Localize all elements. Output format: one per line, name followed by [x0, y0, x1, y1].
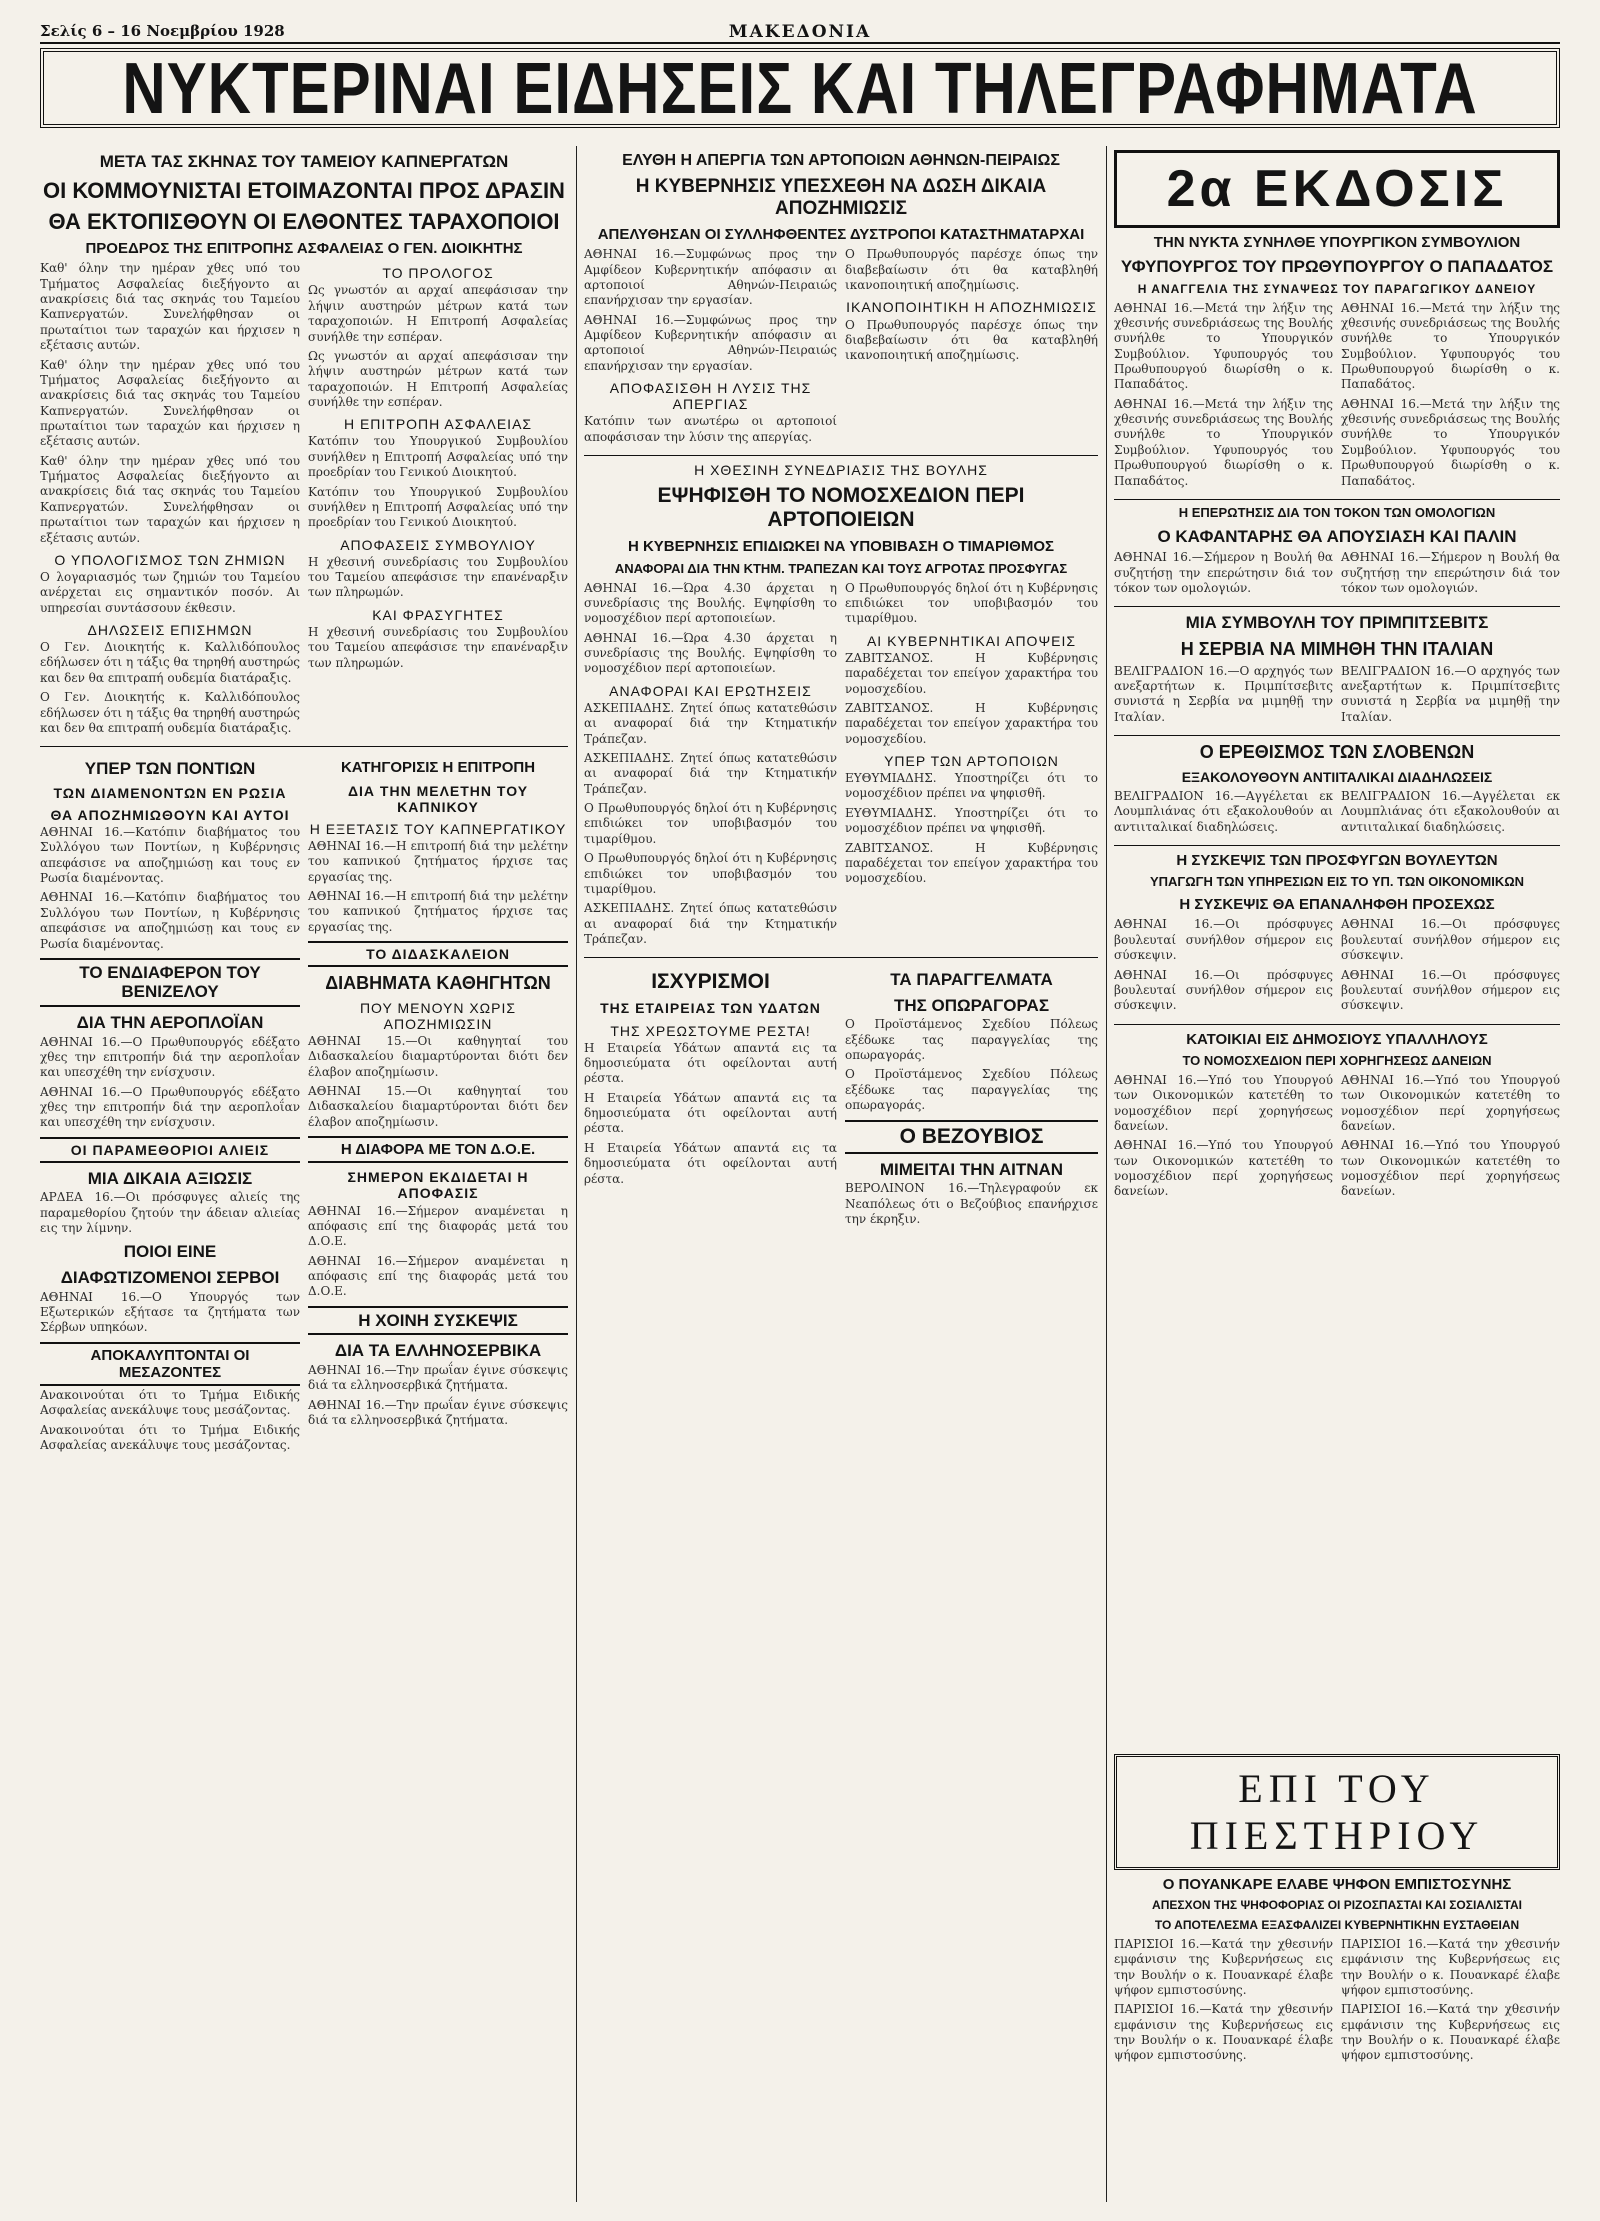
article-text: ΑΘΗΝΑΙ 16.—Οι πρόσφυγες βουλευταί συνήλθον σήμερον εις σύσκεψιν.: [1341, 917, 1560, 963]
headline: ΕΨΗΦΙΣΘΗ ΤΟ ΝΟΜΟΣΧΕΔΙΟΝ ΠΕΡΙ ΑΡΤΟΠΟΙΕΙΩΝ: [657, 484, 1025, 532]
article-text: Ο Πρωθυπουργός παρέσχε όπως την διαβεβαίωσιν ότι θα καταβληθή ικανοποιητική αποζημίωσις.: [845, 317, 1098, 363]
headline: ΜΙΜΕΙΤΑΙ ΤΗΝ ΑΙΤΝΑΝ: [879, 1159, 1064, 1179]
article-text: ΠΑΡΙΣΙΟΙ 16.—Κατά την χθεσινήν εμφάνισιν της Κυβερνήσεως εις την Βουλήν ο κ. Πουανκαρέ έλαβε ψήφον εμπιστοσύνης.: [1114, 2002, 1333, 2063]
headline: ΙΣΧΥΡΙΣΜΟΙ: [651, 970, 770, 994]
headline: ΤΟ ΑΠΟΤΕΛΕΣΜΑ ΕΞΑΣΦΑΛΙΖΕΙ ΚΥΒΕΡΝΗΤΙΚΗΝ ΕΥΣΤΑΘΕΙΑΝ: [1154, 1918, 1520, 1933]
article-text: Ο λογαριασμός των ζημιών του Ταμείου ανέρχεται εις σημαντικόν ποσόν. Αι υπηρεσίαι συντάσσουν έκθεσιν.: [40, 569, 300, 615]
headline: ΤΟ ΔΙΔΑΣΚΑΛΕΙΟΝ: [308, 941, 568, 967]
headline: ΤΗΣ ΕΤΑΙΡΕΙΑΣ ΤΩΝ ΥΔΑΤΩΝ: [600, 1000, 821, 1017]
article-text: ΑΘΗΝΑΙ 16.—Την πρωΐαν έγινε σύσκεψις διά τα ελληνοσερβικά ζητήματα.: [308, 1362, 568, 1393]
article-text: ΑΡΔΕΑ 16.—Οι πρόσφυγες αλιείς της παραμεθορίου ζητούν την άδειαν αλιείας εις την λίμνην.: [40, 1190, 300, 1236]
press-banner: [1114, 1754, 1560, 1870]
headline: ΥΠΑΓΩΓΗ ΤΩΝ ΥΠΗΡΕΣΙΩΝ ΕΙΣ ΤΟ ΥΠ. ΤΩΝ ΟΙΚΟΝΟΜΙΚΩΝ: [1149, 874, 1525, 890]
article-text: Η χθεσινή συνεδρίασις του Συμβουλίου του Ταμείου απεφάσισε την επανέναρξιν των πληρωμών.: [308, 554, 568, 600]
headline: ΠΟΥ ΜΕΝΟΥΝ ΧΩΡΙΣ ΑΠΟΖΗΜΙΩΣΙΝ: [359, 999, 517, 1032]
article-text: ΑΘΗΝΑΙ 16.—Οι πρόσφυγες βουλευταί συνήλθον σήμερον εις σύσκεψιν.: [1114, 967, 1333, 1013]
article-text: ΑΘΗΝΑΙ 16.—Οι πρόσφυγες βουλευταί συνήλθον σήμερον εις σύσκεψιν.: [1114, 917, 1333, 963]
headline: ΘΑ ΕΚΤΟΠΙΣΘΟΥΝ ΟΙ ΕΛΘΟΝΤΕΣ ΤΑΡΑΧΟΠΟΙΟΙ: [48, 208, 560, 234]
left-column: [40, 146, 568, 2202]
article-text: Ο Προϊστάμενος Σχεδίου Πόλεως εξέδωκε τας παραγγελίας της οπωραγοράς.: [845, 1017, 1098, 1063]
headline: Η ΑΝΑΓΓΕΛΙΑ ΤΗΣ ΣΥΝΑΨΕΩΣ ΤΟΥ ΠΑΡΑΓΩΓΙΚΟΥ ΔΑΝΕΙΟΥ: [1137, 281, 1537, 296]
article-text: ΑΘΗΝΑΙ 16.—Την πρωΐαν έγινε σύσκεψις διά τα ελληνοσερβικά ζητήματα.: [308, 1397, 568, 1427]
article-text: ΑΘΗΝΑΙ 16.—Σήμερον η Βουλή θα συζητήσῃ την επερώτησιν διά τον τόκον των ομολογιών.: [1114, 550, 1333, 596]
article-text: Κατόπιν των ανωτέρω οι αρτοποιοί αποφάσισαν την λύσιν της απεργίας.: [584, 414, 837, 444]
main-headline-box: [40, 48, 1560, 128]
article-text: Ως γνωστόν αι αρχαί απεφάσισαν την λήψιν αυστηρών μέτρων κατά των ταραχοποιών. Η Επιτροπή Ασφαλείας συνήλθε την εσπέραν.: [308, 348, 568, 409]
article-text: ΑΘΗΝΑΙ 16.—Κατόπιν διαβήματος του Συλλόγου των Ποντίων, η Κυβέρνησις απεφάσισε να αποζημιώσῃ και τους εν Ρωσία διαμένοντας.: [40, 890, 300, 951]
headline: ΔΙΑΦΩΤΙΖΟΜΕΝΟΙ ΣΕΡΒΟΙ: [60, 1267, 280, 1287]
headline: Ο ΚΑΦΑΝΤΑΡΗΣ ΘΑ ΑΠΟΥΣΙΑΣΗ ΚΑΙ ΠΑΛΙΝ: [1157, 526, 1517, 546]
article-text: ΑΘΗΝΑΙ 16.—Υπό του Υπουργού των Οικονομικών κατετέθη το νομοσχέδιον περί χορηγήσεως δανείων.: [1341, 1138, 1560, 1199]
article-text: ΑΘΗΝΑΙ 16.—Μετά την λήξιν της χθεσινής συνεδριάσεως της Βουλής συνήλθε το Υπουργικόν Συμβούλιον. Υφυπουργός του Πρωθυπουργού διωρίσθη ο κ. Παπαδάτος.: [1341, 396, 1560, 488]
article-text: ΠΑΡΙΣΙΟΙ 16.—Κατά την χθεσινήν εμφάνισιν της Κυβερνήσεως εις την Βουλήν ο κ. Πουανκαρέ έλαβε ψήφον εμπιστοσύνης.: [1341, 2002, 1560, 2063]
headline: ΘΑ ΑΠΟΖΗΜΙΩΘΟΥΝ ΚΑΙ ΑΥΤΟΙ: [50, 806, 290, 823]
article-text: ΑΘΗΝΑΙ 16.—Ώρα 4.30 άρχεται η συνεδρίασις της Βουλής. Εψηφίσθη το νομοσχέδιον περί αρτοποιείων.: [584, 630, 837, 676]
article-text: ΖΑΒΙΤΣΑΝΟΣ. Η Κυβέρνησις παραδέχεται τον επείγον χαρακτήρα του νομοσχεδίου.: [845, 700, 1098, 746]
headline: ΟΙ ΠΑΡΑΜΕΘΟΡΙΟΙ ΑΛΙΕΙΣ: [40, 1137, 300, 1163]
subheading: ΑΝΑΦΟΡΑΙ ΚΑΙ ΕΡΩΤΗΣΕΙΣ: [609, 682, 812, 699]
headline: Η ΚΥΒΕΡΝΗΣΙΣ ΕΠΙΔΙΩΚΕΙ ΝΑ ΥΠΟΒΙΒΑΣΗ Ο ΤΙΜΑΡΙΘΜΟΣ: [627, 538, 1055, 556]
article-text: ΑΣΚΕΠΙΑΔΗΣ. Ζητεί όπως κατατεθώσιν αι αναφοραί διά την Κτηματικήν Τράπεζαν.: [584, 751, 837, 796]
headline: Η ΣΥΣΚΕΨΙΣ ΘΑ ΕΠΑΝΑΛΗΦΘΗ ΠΡΟΣΕΧΩΣ: [1179, 896, 1495, 914]
article-text: ΑΘΗΝΑΙ 16.—Ο Υπουργός των Εξωτερικών εξήτασε τα ζητήματα των Σέρβων υπηκόων.: [40, 1289, 300, 1335]
edition-label: 2α ΕΚΔΟΣΙΣ: [1166, 160, 1508, 218]
article-text: Καθ' όλην την ημέραν χθες υπό του Τμήματος Ασφαλείας διεξήγοντο αι ανακρίσεις διά τας σκηνάς του Ταμείου Καπνεργατών. Συνελήφθησαν οι πρωταίτιοι των ταραχών και ήρχισεν η εξέτασις αυτών.: [40, 453, 300, 545]
article-text: Καθ' όλην την ημέραν χθες υπό του Τμήματος Ασφαλείας διεξήγοντο αι ανακρίσεις διά τας σκηνάς του Ταμείου Καπνεργατών. Συνελήφθησαν οι πρωταίτιοι των ταραχών και ήρχισεν η εξέτασις αυτών.: [40, 357, 300, 449]
article-text: ΠΑΡΙΣΙΟΙ 16.—Κατά την χθεσινήν εμφάνισιν της Κυβερνήσεως εις την Βουλήν ο κ. Πουανκαρέ έλαβε ψήφον εμπιστοσύνης.: [1114, 1936, 1333, 1997]
article-text: Ως γνωστόν αι αρχαί απεφάσισαν την λήψιν αυστηρών μέτρων κατά των ταραχοποιών. Η Επιτροπή Ασφαλείας συνήλθε την εσπέραν.: [308, 283, 568, 344]
date-line: Σελίς 6 – 16 Νοεμβρίου 1928: [40, 22, 285, 40]
headline: ΤΗΝ ΝΥΚΤΑ ΣΥΝΗΛΘΕ ΥΠΟΥΡΓΙΚΟΝ ΣΥΜΒΟΥΛΙΟΝ: [1153, 234, 1521, 251]
article-text: Ανακοινούται ότι το Τμήμα Ειδικής Ασφαλείας ανεκάλυψε τους μεσάζοντας.: [40, 1422, 300, 1453]
headline: ΕΞΑΚΟΛΟΥΘΟΥΝ ΑΝΤΙΙΤΑΛΙΚΑΙ ΔΙΑΔΗΛΩΣΕΙΣ: [1181, 768, 1493, 785]
headline: ΑΠΕΣΧΟΝ ΤΗΣ ΨΗΦΟΦΟΡΙΑΣ ΟΙ ΡΙΖΟΣΠΑΣΤΑΙ ΚΑΙ ΣΟΣΙΑΛΙΣΤΑΙ: [1152, 1898, 1522, 1913]
headline: ΤΗΣ ΧΡΕΩΣΤΟΥΜΕ ΡΕΣΤΑ!: [610, 1022, 811, 1039]
article-text: Ο Πρωθυπουργός παρέσχε όπως την διαβεβαίωσιν ότι θα καταβληθή ικανοποιητική αποζημίωσις.: [845, 247, 1098, 293]
headline: Η ΔΙΑΦΟΡΑ ΜΕ ΤΟΝ Δ.Ο.Ε.: [308, 1136, 568, 1163]
subheading: ΚΑΙ ΦΡΑΣΥΓΗΤΕΣ: [372, 606, 504, 623]
headline: ΠΟΙΟΙ ΕΙΝΕ: [123, 1242, 217, 1262]
press-section: [1114, 1746, 1560, 2202]
subheading: ΑΠΟΦΑΣΙΣΘΗ Η ΛΥΣΙΣ ΤΗΣ ΑΠΕΡΓΙΑΣ: [609, 380, 812, 413]
edition-box: [1114, 150, 1560, 228]
article-text: ΑΘΗΝΑΙ 16.—Οι πρόσφυγες βουλευταί συνήλθον σήμερον εις σύσκεψιν.: [1341, 967, 1560, 1013]
subheading: Η ΕΠΙΤΡΟΠΗ ΑΣΦΑΛΕΙΑΣ: [343, 416, 533, 433]
article-text: ΑΘΗΝΑΙ 15.—Οι καθηγηταί του Διδασκαλείου διαμαρτύρονται διότι δεν έλαβον αποζημίωσιν.: [308, 1084, 568, 1129]
subheading: ΑΠΟΦΑΣΕΙΣ ΣΥΜΒΟΥΛΙΟΥ: [340, 536, 536, 553]
article-text: Κατόπιν του Υπουργικού Συμβουλίου συνήλθεν η Επιτροπή Ασφαλείας υπό την προεδρίαν του Γενικού Διοικητού.: [308, 434, 568, 480]
headline: ΔΙΑΒΗΜΑΤΑ ΚΑΘΗΓΗΤΩΝ: [325, 973, 551, 994]
article-text: ΑΘΗΝΑΙ 16.—Ώρα 4.30 άρχεται η συνεδρίασις της Βουλής. Εψηφίσθη το νομοσχέδιον περί αρτοποιείων.: [584, 580, 837, 626]
subheading: ΥΠΕΡ ΤΩΝ ΑΡΤΟΠΟΙΩΝ: [884, 753, 1059, 769]
article-text: Ο Πρωθυπουργός δηλοί ότι η Κυβέρνησις επιδιώκει τον υποβιβασμόν του τιμαρίθμου.: [584, 851, 837, 896]
article-text: ΕΥΘΥΜΙΑΔΗΣ. Υποστηρίζει ότι το νομοσχέδιον πρέπει να ψηφισθῆ.: [845, 771, 1098, 801]
article-text: ΑΘΗΝΑΙ 16.—Ο Πρωθυπουργός εδέξατο χθες την επιτροπήν διά την αεροπλοΐαν και υπεσχέθη την ενίσχυσιν.: [40, 1034, 300, 1080]
headline: ΣΗΜΕΡΟΝ ΕΚΔΙΔΕΤΑΙ Η ΑΠΟΦΑΣΙΣ: [347, 1169, 529, 1202]
article-text: ΑΘΗΝΑΙ 16.—Η επιτροπή διά την μελέτην του καπνικού ζητήματος ήρχισε τας εργασίας της.: [308, 838, 568, 884]
main-headline: ΝΥΚΤΕΡΙΝΑΙ ΕΙΔΗΣΕΙΣ ΚΑΙ ΤΗΛΕΓΡΑΦΗΜΑΤΑ: [122, 47, 1478, 129]
headline: ΟΙ ΚΟΜΜΟΥΝΙΣΤΑΙ ΕΤΟΙΜΑΖΟΝΤΑΙ ΠΡΟΣ ΔΡΑΣΙΝ: [43, 177, 565, 203]
masthead: [40, 22, 1560, 44]
headline: ΔΙΑ ΤΗΝ ΑΕΡΟΠΛΟΪΑΝ: [76, 1012, 264, 1032]
headline: ΤΟ ΝΟΜΟΣΧΕΔΙΟΝ ΠΕΡΙ ΧΟΡΗΓΗΣΕΩΣ ΔΑΝΕΙΩΝ: [1182, 1052, 1492, 1068]
article-text: ΒΕΛΙΓΡΑΔΙΟΝ 16.—Ο αρχηγός των ανεξαρτήτων κ. Πριμπίτσεβιτς συνιστά η Σερβία να μιμηθῇ την Ιταλίαν.: [1114, 663, 1333, 724]
headline: ΔΙΑ ΤΗΝ ΜΕΛΕΤΗΝ ΤΟΥ ΚΑΠΝΙΚΟΥ: [347, 782, 529, 815]
headline: ΥΦΥΠΟΥΡΓΟΣ ΤΟΥ ΠΡΩΘΥΠΟΥΡΓΟΥ Ο ΠΑΠΑΔΑΤΟΣ: [1120, 257, 1554, 277]
headline: ΚΑΤΗΓΟΡΙΣΙΣ Η ΕΠΙΤΡΟΠΗ: [340, 759, 536, 777]
article-text: Ο Πρωθυπουργός δηλοί ότι η Κυβέρνησις επιδιώκει τον υποβιβασμόν του τιμαρίθμου.: [584, 801, 837, 846]
article-text: Η Εταιρεία Υδάτων απαντά εις τα δημοσιεύματα ότι οφείλονται αυτή ρέστα.: [584, 1140, 837, 1186]
article-text: ΑΘΗΝΑΙ 16.—Συμφώνως προς την Αμφίδεον Κυβερνητικήν απόφασιν αι αρτοποιοί Αθηνών-Πειραιώς επανήρχισαν την εργασίαν.: [584, 312, 837, 373]
article-text: ΒΕΛΙΓΡΑΔΙΟΝ 16.—Αγγέλεται εκ Λουμπλιάνας ότι εξακολουθούν αι αντιιταλικαί διαδηλώσεις.: [1341, 788, 1560, 834]
headline: Ο ΠΟΥΑΝΚΑΡΕ ΕΛΑΒΕ ΨΗΦΟΝ ΕΜΠΙΣΤΟΣΥΝΗΣ: [1162, 1876, 1512, 1893]
article-text: ΑΘΗΝΑΙ 16.—Συμφώνως προς την Αμφίδεον Κυβερνητικήν απόφασιν αι αρτοποιοί Αθηνών-Πειραιώς επανήρχισαν την εργασίαν.: [584, 247, 837, 308]
headline: Η ΣΥΣΚΕΨΙΣ ΤΩΝ ΠΡΟΣΦΥΓΩΝ ΒΟΥΛΕΥΤΩΝ: [1176, 852, 1498, 869]
headline: Η ΚΥΒΕΡΝΗΣΙΣ ΥΠΕΣΧΕΘΗ ΝΑ ΔΩΣΗ ΔΙΚΑΙΑ ΑΠΟΖΗΜΙΩΣΙΣ: [635, 176, 1047, 220]
headline: ΑΠΟΚΑΛΥΠΤΟΝΤΑΙ ΟΙ ΜΕΣΑΖΟΝΤΕΣ: [40, 1342, 300, 1387]
headline: Η ΕΞΕΤΑΣΙΣ ΤΟΥ ΚΑΠΝΕΡΓΑΤΙΚΟΥ: [309, 820, 567, 837]
article-text: ΕΥΘΥΜΙΑΔΗΣ. Υποστηρίζει ότι το νομοσχέδιον πρέπει να ψηφισθῆ.: [845, 805, 1098, 836]
article-text: Η χθεσινή συνεδρίασις του Συμβουλίου του Ταμείου απεφάσισε την επανέναρξιν των πληρωμών.: [308, 624, 568, 670]
headline: ΜΙΑ ΣΥΜΒΟΥΛΗ ΤΟΥ ΠΡΙΜΠΙΤΣΕΒΙΤΣ: [1185, 613, 1489, 633]
headline: Η ΣΕΡΒΙΑ ΝΑ ΜΙΜΗΘΗ ΤΗΝ ΙΤΑΛΙΑΝ: [1180, 639, 1494, 660]
headline: Η ΧΘΕΣΙΝΗ ΣΥΝΕΔΡΙΑΣΙΣ ΤΗΣ ΒΟΥΛΗΣ: [694, 462, 988, 479]
headline: ΑΝΑΦΟΡΑΙ ΔΙΑ ΤΗΝ ΚΤΗΜ. ΤΡΑΠΕΖΑΝ ΚΑΙ ΤΟΥΣ ΑΓΡΟΤΑΣ ΠΡΟΣΦΥΓΑΣ: [614, 560, 1068, 576]
article-text: Κατόπιν του Υπουργικού Συμβουλίου συνήλθεν η Επιτροπή Ασφαλείας υπό την προεδρίαν του Γενικού Διοικητού.: [308, 484, 568, 530]
subheading: Ο ΥΠΟΛΟΓΙΣΜΟΣ ΤΩΝ ΖΗΜΙΩΝ: [54, 551, 286, 568]
article-text: ΖΑΒΙΤΣΑΝΟΣ. Η Κυβέρνησις παραδέχεται τον επείγον χαρακτήρα του νομοσχεδίου.: [845, 650, 1098, 696]
article-text: ΑΘΗΝΑΙ 16.—Ο Πρωθυπουργός εδέξατο χθες την επιτροπήν διά την αεροπλοΐαν και υπεσχέθη την ενίσχυσιν.: [40, 1084, 300, 1130]
article-text: ΖΑΒΙΤΣΑΝΟΣ. Η Κυβέρνησις παραδέχεται τον επείγον χαρακτήρα του νομοσχεδίου.: [845, 840, 1098, 886]
article-text: ΑΘΗΝΑΙ 16.—Σήμερον η Βουλή θα συζητήσῃ την επερώτησιν διά τον τόκον των ομολογιών.: [1341, 550, 1560, 596]
article-text: Ανακοινούται ότι το Τμήμα Ειδικής Ασφαλείας ανεκάλυψε τους μεσάζοντας.: [40, 1388, 300, 1418]
headline: ΤΗΣ ΟΠΩΡΑΓΟΡΑΣ: [893, 995, 1050, 1015]
article-text: Ο Πρωθυπουργός δηλοί ότι η Κυβέρνησις επιδιώκει τον υποβιβασμόν του τιμαρίθμου.: [845, 580, 1098, 626]
article-text: ΑΣΚΕΠΙΑΔΗΣ. Ζητεί όπως κατατεθώσιν αι αναφοραί διά την Κτηματικήν Τράπεζαν.: [584, 901, 837, 946]
article-text: ΑΘΗΝΑΙ 16.—Σήμερον αναμένεται η απόφασις επί της διαφοράς μετά του Δ.Ο.Ε.: [308, 1253, 568, 1299]
article-text: ΑΘΗΝΑΙ 15.—Οι καθηγηταί του Διδασκαλείου διαμαρτύρονται διότι δεν έλαβον αποζημίωσιν.: [308, 1033, 568, 1079]
headline: ΔΙΑ ΤΑ ΕΛΛΗΝΟΣΕΡΒΙΚΑ: [334, 1341, 542, 1361]
headline: Η ΧΟΙΝΗ ΣΥΣΚΕΨΙΣ: [308, 1306, 568, 1336]
headline: Η ΕΠΕΡΩΤΗΣΙΣ ΔΙΑ ΤΟΝ ΤΟΚΟΝ ΤΩΝ ΟΜΟΛΟΓΙΩΝ: [1178, 504, 1496, 520]
article-text: ΒΕΡΟΛΙΝΟΝ 16.—Τηλεγραφούν εκ Νεαπόλεως ότι ο Βεζούβιος επανήρχισε την έκρηξιν.: [845, 1181, 1098, 1226]
headline: ΤΟ ΕΝΔΙΑΦΕΡΟΝ ΤΟΥ ΒΕΝΙΖΕΛΟΥ: [40, 958, 300, 1007]
headline: ΤΑ ΠΑΡΑΓΓΕΛΜΑΤΑ: [890, 970, 1053, 990]
article-text: Ο Προϊστάμενος Σχεδίου Πόλεως εξέδωκε τας παραγγελίας της οπωραγοράς.: [845, 1067, 1098, 1113]
subheading: ΙΚΑΝΟΠΟΙΗΤΙΚΗ Η ΑΠΟΖΗΜΙΩΣΙΣ: [846, 299, 1097, 316]
headline: ΤΩΝ ΔΙΑΜΕΝΟΝΤΩΝ ΕΝ ΡΩΣΙΑ: [53, 784, 287, 801]
article-text: Η Εταιρεία Υδάτων απαντά εις τα δημοσιεύματα ότι οφείλονται αυτή ρέστα.: [584, 1090, 837, 1136]
article-text: ΑΘΗΝΑΙ 16.—Κατόπιν διαβήματος του Συλλόγου των Ποντίων, η Κυβέρνησις απεφάσισε να αποζημιώσῃ και τους εν Ρωσία διαμένοντας.: [40, 825, 300, 886]
article-text: ΑΣΚΕΠΙΑΔΗΣ. Ζητεί όπως κατατεθώσιν αι αναφοραί διά την Κτηματικήν Τράπεζαν.: [584, 700, 837, 746]
headline: ΜΕΤΑ ΤΑΣ ΣΚΗΝΑΣ ΤΟΥ ΤΑΜΕΙΟΥ ΚΑΠΝΕΡΓΑΤΩΝ: [99, 152, 509, 171]
headline: Ο ΕΡΕΘΙΣΜΟΣ ΤΩΝ ΣΛΟΒΕΝΩΝ: [1199, 742, 1475, 763]
paper-name: ΜΑΚΕΔΟΝΙΑ: [728, 22, 872, 42]
headline: ΚΑΤΟΙΚΙΑΙ ΕΙΣ ΔΗΜΟΣΙΟΥΣ ΥΠΑΛΛΗΛΟΥΣ: [1186, 1030, 1488, 1048]
headline: ΜΙΑ ΔΙΚΑΙΑ ΑΞΙΩΣΙΣ: [87, 1168, 253, 1188]
article-text: Καθ' όλην την ημέραν χθες υπό του Τμήματος Ασφαλείας διεξήγοντο αι ανακρίσεις διά τας σκηνάς του Ταμείου Καπνεργατών. Συνελήφθησαν οι πρωταίτιοι των ταραχών και ήρχισεν η εξέτασις αυτών.: [40, 261, 300, 353]
article-text: Ο Γεν. Διοικητής κ. Καλλιδόπουλος εδήλωσεν ότι η τάξις θα τηρηθή αυστηρώς και δεν θα επιτραπή ουδεμία διατάραξις.: [40, 640, 300, 685]
middle-column: [584, 146, 1098, 2202]
subheading: ΤΟ ΠΡΟΛΟΓΟΣ: [382, 265, 494, 282]
article-text: ΑΘΗΝΑΙ 16.—Σήμερον αναμένεται η απόφασις επί της διαφοράς μετά του Δ.Ο.Ε.: [308, 1203, 568, 1249]
headline: ΠΡΟΕΔΡΟΣ ΤΗΣ ΕΠΙΤΡΟΠΗΣ ΑΣΦΑΛΕΙΑΣ Ο ΓΕΝ. ΔΙΟΙΚΗΤΗΣ: [85, 240, 523, 258]
headline: ΥΠΕΡ ΤΩΝ ΠΟΝΤΙΩΝ: [84, 759, 256, 779]
subheading: ΔΗΛΩΣΕΙΣ ΕΠΙΣΗΜΩΝ: [87, 622, 253, 639]
subheading: ΑΙ ΚΥΒΕΡΝΗΤΙΚΑΙ ΑΠΟΨΕΙΣ: [866, 632, 1077, 649]
article-text: ΑΘΗΝΑΙ 16.—Μετά την λήξιν της χθεσινής συνεδριάσεως της Βουλής συνήλθε το Υπουργικόν Συμβούλιον. Υφυπουργός του Πρωθυπουργού διωρίσθη ο κ. Παπαδάτος.: [1114, 300, 1333, 392]
headline: ΑΠΕΛΥΘΗΣΑΝ ΟΙ ΣΥΛΛΗΦΘΕΝΤΕΣ ΔΥΣΤΡΟΠΟΙ ΚΑΤΑΣΤΗΜΑΤΑΡΧΑΙ: [597, 226, 1085, 244]
article-text: ΑΘΗΝΑΙ 16.—Μετά την λήξιν της χθεσινής συνεδριάσεως της Βουλής συνήλθε το Υπουργικόν Συμβούλιον. Υφυπουργός του Πρωθυπουργού διωρίσθη ο κ. Παπαδάτος.: [1341, 300, 1560, 392]
headline: Ο ΒΕΖΟΥΒΙΟΣ: [845, 1120, 1098, 1154]
article-text: ΑΘΗΝΑΙ 16.—Μετά την λήξιν της χθεσινής συνεδριάσεως της Βουλής συνήλθε το Υπουργικόν Συμβούλιον. Υφυπουργός του Πρωθυπουργού διωρίσθη ο κ. Παπαδάτος.: [1114, 396, 1333, 488]
article-text: ΑΘΗΝΑΙ 16.—Υπό του Υπουργού των Οικονομικών κατετέθη το νομοσχέδιον περί χορηγήσεως δανείων.: [1341, 1072, 1560, 1133]
article-text: ΒΕΛΙΓΡΑΔΙΟΝ 16.—Ο αρχηγός των ανεξαρτήτων κ. Πριμπίτσεβιτς συνιστά η Σερβία να μιμηθῇ την Ιταλίαν.: [1341, 663, 1560, 724]
article-text: Ο Γεν. Διοικητής κ. Καλλιδόπουλος εδήλωσεν ότι η τάξις θα τηρηθή αυστηρώς και δεν θα επιτραπή ουδεμία διατάραξις.: [40, 690, 300, 735]
article-text: ΒΕΛΙΓΡΑΔΙΟΝ 16.—Αγγέλεται εκ Λουμπλιάνας ότι εξακολουθούν αι αντιιταλικαί διαδηλώσεις.: [1114, 788, 1333, 834]
article-text: ΑΘΗΝΑΙ 16.—Υπό του Υπουργού των Οικονομικών κατετέθη το νομοσχέδιον περί χορηγήσεως δανείων.: [1114, 1138, 1333, 1199]
press-banner-title: ΕΠΙ ΤΟΥ ΠΙΕΣΤΗΡΙΟΥ: [1189, 1766, 1485, 1858]
article-text: ΠΑΡΙΣΙΟΙ 16.—Κατά την χθεσινήν εμφάνισιν της Κυβερνήσεως εις την Βουλήν ο κ. Πουανκαρέ έλαβε ψήφον εμπιστοσύνης.: [1341, 1936, 1560, 1997]
article-text: ΑΘΗΝΑΙ 16.—Η επιτροπή διά την μελέτην του καπνικού ζητήματος ήρχισε τας εργασίας της.: [308, 888, 568, 934]
headline: ΕΛΥΘΗ Η ΑΠΕΡΓΙΑ ΤΩΝ ΑΡΤΟΠΟΙΩΝ ΑΘΗΝΩΝ-ΠΕΙΡΑΙΩΣ: [622, 152, 1060, 169]
article-text: ΑΘΗΝΑΙ 16.—Υπό του Υπουργού των Οικονομικών κατετέθη το νομοσχέδιον περί χορηγήσεως δανείων.: [1114, 1072, 1333, 1133]
article-text: Η Εταιρεία Υδάτων απαντά εις τα δημοσιεύματα ότι οφείλονται αυτή ρέστα.: [584, 1040, 837, 1086]
